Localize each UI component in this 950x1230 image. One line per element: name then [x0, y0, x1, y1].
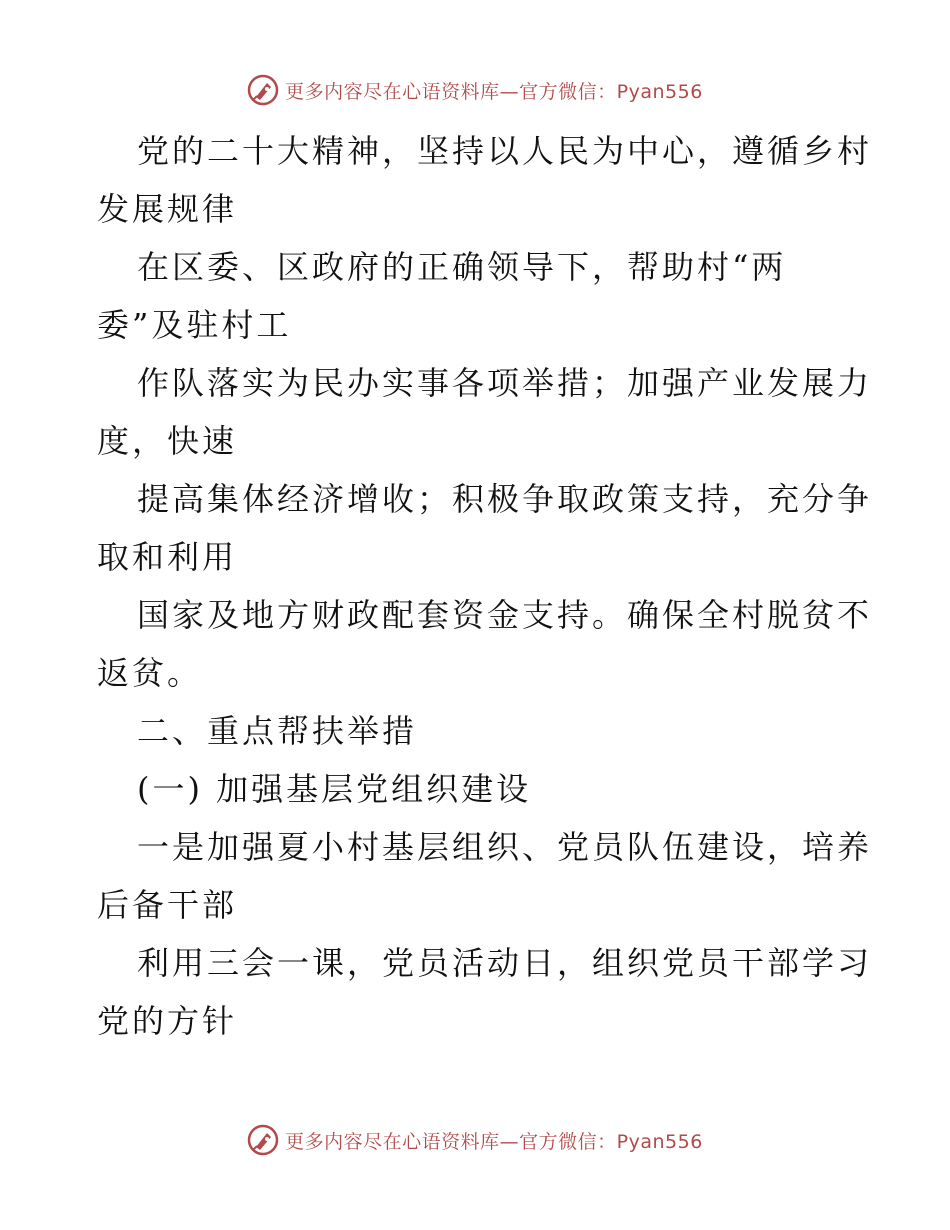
- header-banner: [0, 70, 950, 110]
- pen-nib-seal-icon: [247, 74, 279, 106]
- subsection-heading: (一) 加强基层党组织建设: [137, 770, 532, 808]
- footer-banner-text: 更多内容尽在心语资料库—官方微信：Pyan556: [285, 1130, 703, 1153]
- body-line: 一是加强夏小村基层组织、党员队伍建设，培养: [137, 828, 873, 866]
- body-line: 返贫。: [97, 654, 203, 692]
- body-line: 提高集体经济增收；积极争取政策支持，充分争: [137, 480, 873, 518]
- document-body: [97, 122, 873, 1050]
- body-line: 在区委、区政府的正确领导下，帮助村“两: [137, 248, 787, 286]
- body-line: 度，快速: [97, 422, 238, 460]
- body-line: 后备干部: [97, 886, 238, 924]
- body-line: 发展规律: [97, 190, 238, 228]
- body-line: 党的二十大精神，坚持以人民为中心，遵循乡村: [137, 132, 873, 170]
- pen-nib-seal-icon: [247, 1124, 279, 1156]
- body-line: 国家及地方财政配套资金支持。确保全村脱贫不: [137, 596, 873, 634]
- body-line: 取和利用: [97, 538, 238, 576]
- footer-banner: [0, 1120, 950, 1160]
- body-line: 作队落实为民办实事各项举措；加强产业发展力: [137, 364, 873, 402]
- body-line: 利用三会一课，党员活动日，组织党员干部学习: [137, 944, 873, 982]
- section-heading: 二、重点帮扶举措: [137, 712, 418, 750]
- header-banner-text: 更多内容尽在心语资料库—官方微信：Pyan556: [285, 80, 703, 103]
- body-line: 党的方针: [97, 1002, 238, 1040]
- body-line: 委”及驻村工: [97, 306, 292, 344]
